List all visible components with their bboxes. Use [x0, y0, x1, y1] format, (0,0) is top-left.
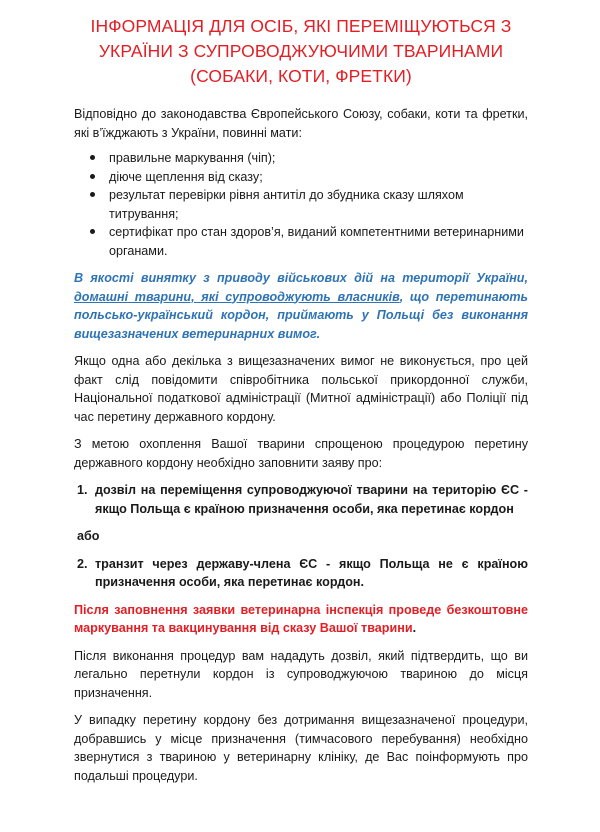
exception-text-start: В якості винятку з приводу військових дій на території України, [74, 271, 528, 285]
notify-paragraph: Якщо одна або декілька з вищезазначених вимог не виконується, про цей факт слід повідомити співробітника польської прикордонної служби, Національної податкової адміністрації (Митної адміністрації) або Поліції під час перетину державного кордону. [74, 354, 528, 424]
bullet-icon [90, 155, 95, 160]
item-number: 1. [77, 483, 88, 497]
application-list [74, 481, 528, 518]
vet-inspection-period: . [412, 621, 417, 635]
bullet-icon [90, 174, 95, 179]
exception-paragraph [74, 269, 528, 343]
application-list-continued [74, 555, 528, 592]
simplified-procedure-paragraph: З метою охоплення Вашої тварини спрощеною процедурою перетину державного кордону необхідно заповнити заяву про: [74, 437, 528, 470]
vet-inspection-text: Після заповнення заявки ветеринарна інспекція проведе безкоштовне маркування та вакцинування від сказу Вашої тварини [74, 602, 528, 635]
application-item [77, 555, 528, 592]
title-line-3: (СОБАКИ, КОТИ, ФРЕТКИ) [190, 66, 412, 86]
application-item [77, 481, 528, 518]
requirement-item [90, 223, 528, 260]
exception-underlined-text: домашні тварини, які супроводжують власників [74, 289, 400, 304]
requirement-text: сертифікат про стан здоров’я, виданий компетентними ветеринарними органами. [109, 225, 524, 258]
requirements-list [74, 149, 528, 260]
requirement-item [90, 149, 528, 168]
bullet-icon [90, 192, 95, 197]
violation-paragraph: У випадку перетину кордону без дотримання вищезазначеної процедури, добравшись у місце призначення (тимчасового перебування) необхідно звернутися з твариною у ветеринарну клініку, де Вас поінформують про подальші процедури. [74, 713, 528, 783]
requirement-text: результат перевірки рівня антитіл до збудника сказу шляхом титрування; [109, 188, 464, 221]
vet-inspection-paragraph [74, 601, 528, 638]
requirement-item [90, 186, 528, 223]
item-text: транзит через державу-члена ЄС - якщо Польща не є країною призначення особи, яка перетинає кордон. [95, 556, 528, 589]
item-number: 2. [77, 556, 88, 571]
exception-text-end: , що перетинають польсько-український кордон, приймають у Польщі без виконання вищезазначених ветеринарних вимог. [74, 289, 529, 341]
requirement-text: діюче щеплення від сказу; [109, 169, 263, 184]
page-title [74, 14, 528, 89]
intro-paragraph: Відповідно до законодавства Європейського Союзу, собаки, коти та фретки, які в’їжджають з України, повинні мати: [74, 107, 528, 140]
permit-paragraph: Після виконання процедур вам нададуть дозвіл, який підтвердить, що ви легально перетнули кордон із супроводжуючою твариною до місця призначення. [74, 648, 528, 700]
title-line-1: ІНФОРМАЦІЯ ДЛЯ ОСІБ, ЯКІ ПЕРЕМІЩУЮТЬСЯ З [90, 16, 512, 36]
title-line-2: УКРАЇНИ З СУПРОВОДЖУЮЧИМИ ТВАРИНАМИ [98, 41, 504, 61]
or-label: або [77, 529, 100, 543]
item-text: дозвіл на переміщення супроводжуючої тварини на територію ЄС - якщо Польща є країною призначення особи, яка перетинає кордон [95, 483, 528, 516]
bullet-icon [90, 229, 95, 234]
requirement-item [90, 168, 528, 187]
requirement-text: правильне маркування (чіп); [109, 151, 276, 165]
